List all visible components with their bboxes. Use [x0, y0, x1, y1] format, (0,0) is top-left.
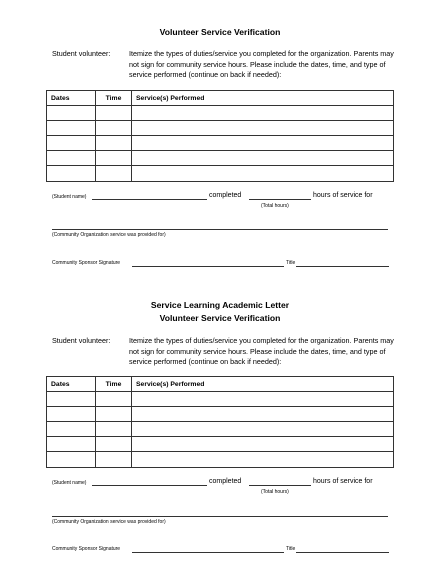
header-dates: Dates	[47, 377, 96, 392]
total-hours-line[interactable]	[249, 199, 311, 200]
header-dates: Dates	[47, 91, 96, 106]
table-row	[47, 422, 394, 437]
letter-title: Service Learning Academic Letter	[150, 300, 290, 310]
cell-date[interactable]	[47, 106, 96, 121]
student-name-label: (Student name)	[52, 194, 87, 200]
cell-date[interactable]	[47, 166, 96, 181]
service-table	[46, 376, 394, 468]
cell-service[interactable]	[132, 106, 394, 121]
total-hours-line[interactable]	[249, 485, 311, 486]
cell-service[interactable]	[132, 136, 394, 151]
table-row	[47, 392, 394, 407]
cell-date[interactable]	[47, 121, 96, 136]
title-field-label: Title	[286, 260, 296, 266]
organization-label: (Community Organization service was provided for)	[52, 232, 166, 238]
header-services: Service(s) Performed	[132, 91, 394, 106]
organization-line[interactable]	[52, 229, 388, 230]
cell-service[interactable]	[132, 437, 394, 452]
organization-line[interactable]	[52, 516, 388, 517]
table-row	[47, 437, 394, 452]
cell-service[interactable]	[132, 422, 394, 437]
sponsor-signature-line[interactable]	[132, 266, 284, 267]
table-row	[47, 407, 394, 422]
form-title: Volunteer Service Verification	[159, 313, 281, 323]
student-name-line[interactable]	[92, 485, 207, 486]
cell-service[interactable]	[132, 392, 394, 407]
cell-time[interactable]	[96, 106, 132, 121]
sponsor-signature-label: Community Sponsor Signature	[52, 546, 121, 552]
form-title: Volunteer Service Verification	[159, 27, 281, 37]
table-row	[47, 121, 394, 136]
completed-label: completed	[209, 478, 242, 485]
title-field-label: Title	[286, 546, 296, 552]
cell-date[interactable]	[47, 151, 96, 166]
organization-label: (Community Organization service was provided for)	[52, 519, 166, 525]
cell-date[interactable]	[47, 392, 96, 407]
cell-service[interactable]	[132, 452, 394, 467]
cell-time[interactable]	[96, 422, 132, 437]
table-row	[47, 166, 394, 181]
service-table	[46, 90, 394, 182]
table-row	[47, 452, 394, 467]
table-header-row	[47, 377, 394, 392]
cell-date[interactable]	[47, 136, 96, 151]
title-field-line[interactable]	[296, 552, 389, 553]
total-hours-label: (Total hours)	[261, 489, 289, 495]
cell-time[interactable]	[96, 166, 132, 181]
cell-time[interactable]	[96, 136, 132, 151]
header-time: Time	[96, 91, 132, 106]
cell-time[interactable]	[96, 407, 132, 422]
student-name-label: (Student name)	[52, 480, 87, 486]
cell-time[interactable]	[96, 452, 132, 467]
title-field-line[interactable]	[296, 266, 389, 267]
table-row	[47, 136, 394, 151]
table-header-row	[47, 91, 394, 106]
cell-time[interactable]	[96, 392, 132, 407]
header-services: Service(s) Performed	[132, 377, 394, 392]
header-time: Time	[96, 377, 132, 392]
completed-label: completed	[209, 192, 242, 199]
total-hours-label: (Total hours)	[261, 203, 289, 209]
cell-service[interactable]	[132, 166, 394, 181]
instructions-text: Itemize the types of duties/service you completed for the organization. Parents may not sign for community service hours. Please include the dates, time, and type of service performed (continue on back if needed):	[129, 49, 394, 79]
cell-service[interactable]	[132, 121, 394, 136]
cell-date[interactable]	[47, 437, 96, 452]
cell-time[interactable]	[96, 151, 132, 166]
cell-date[interactable]	[47, 452, 96, 467]
table-row	[47, 151, 394, 166]
hours-of-service-label: hours of service for	[313, 478, 373, 485]
sponsor-signature-line[interactable]	[132, 552, 284, 553]
student-name-line[interactable]	[92, 199, 207, 200]
table-row	[47, 106, 394, 121]
cell-date[interactable]	[47, 422, 96, 437]
cell-time[interactable]	[96, 437, 132, 452]
cell-date[interactable]	[47, 407, 96, 422]
hours-of-service-label: hours of service for	[313, 192, 373, 199]
cell-service[interactable]	[132, 151, 394, 166]
cell-service[interactable]	[132, 407, 394, 422]
cell-time[interactable]	[96, 121, 132, 136]
instructions-text: Itemize the types of duties/service you completed for the organization. Parents may not sign for community service hours. Please include the dates, time, and type of service performed (continue on back if needed):	[129, 336, 394, 366]
student-volunteer-label: Student volunteer:	[52, 49, 111, 58]
sponsor-signature-label: Community Sponsor Signature	[52, 260, 121, 266]
student-volunteer-label: Student volunteer:	[52, 336, 111, 345]
